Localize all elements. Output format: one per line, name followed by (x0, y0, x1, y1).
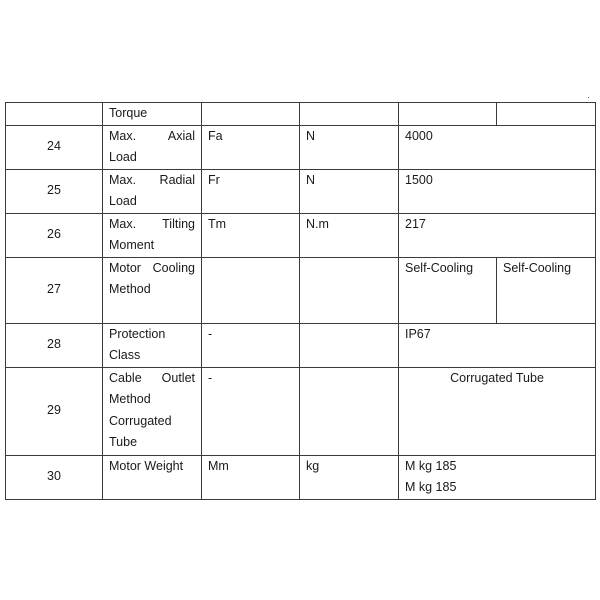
parameter-name: Torque (103, 103, 202, 126)
row-number: 24 (6, 125, 103, 169)
spec-table (5, 102, 596, 500)
parameter-name: Max. Tilting Moment (103, 213, 202, 257)
value: 4000 (399, 125, 596, 169)
symbol: Fa (202, 125, 300, 169)
row-number: 26 (6, 213, 103, 257)
parameter-name: Protection Class (103, 323, 202, 367)
unit (300, 257, 399, 323)
symbol (202, 103, 300, 126)
table-row (6, 367, 596, 455)
value-line: M kg 185 (405, 480, 457, 494)
row-number: 25 (6, 169, 103, 213)
symbol: Mm (202, 455, 300, 499)
value-secondary: Self-Cooling (497, 257, 596, 323)
row-number: 27 (6, 257, 103, 323)
unit (300, 367, 399, 455)
value: Self-Cooling (399, 257, 497, 323)
row-number: 29 (6, 367, 103, 455)
parameter-name: Motor Cooling Method (103, 257, 202, 323)
value: 1500 (399, 169, 596, 213)
value: Corrugated Tube (399, 367, 596, 455)
value-secondary (497, 103, 596, 126)
table-row (6, 103, 596, 126)
symbol: Fr (202, 169, 300, 213)
table-row (6, 213, 596, 257)
table-row (6, 323, 596, 367)
page-mark (588, 97, 589, 98)
value: 217 (399, 213, 596, 257)
row-number (6, 103, 103, 126)
unit: N (300, 125, 399, 169)
parameter-name: Cable Outlet Method Corrugated Tube (103, 367, 202, 455)
symbol: - (202, 367, 300, 455)
unit (300, 323, 399, 367)
table-row (6, 257, 596, 323)
symbol: - (202, 323, 300, 367)
unit: kg (300, 455, 399, 499)
symbol: Tm (202, 213, 300, 257)
value (399, 455, 596, 499)
unit: N (300, 169, 399, 213)
value: IP67 (399, 323, 596, 367)
symbol (202, 257, 300, 323)
value-line: M kg 185 (405, 458, 457, 473)
table-row (6, 125, 596, 169)
parameter-name: Max. Radial Load (103, 169, 202, 213)
parameter-name: Motor Weight (103, 455, 202, 499)
table-row (6, 169, 596, 213)
table-row (6, 455, 596, 499)
unit: N.m (300, 213, 399, 257)
unit (300, 103, 399, 126)
row-number: 30 (6, 455, 103, 499)
row-number: 28 (6, 323, 103, 367)
value (399, 103, 497, 126)
parameter-name: Max. Axial Load (103, 125, 202, 169)
